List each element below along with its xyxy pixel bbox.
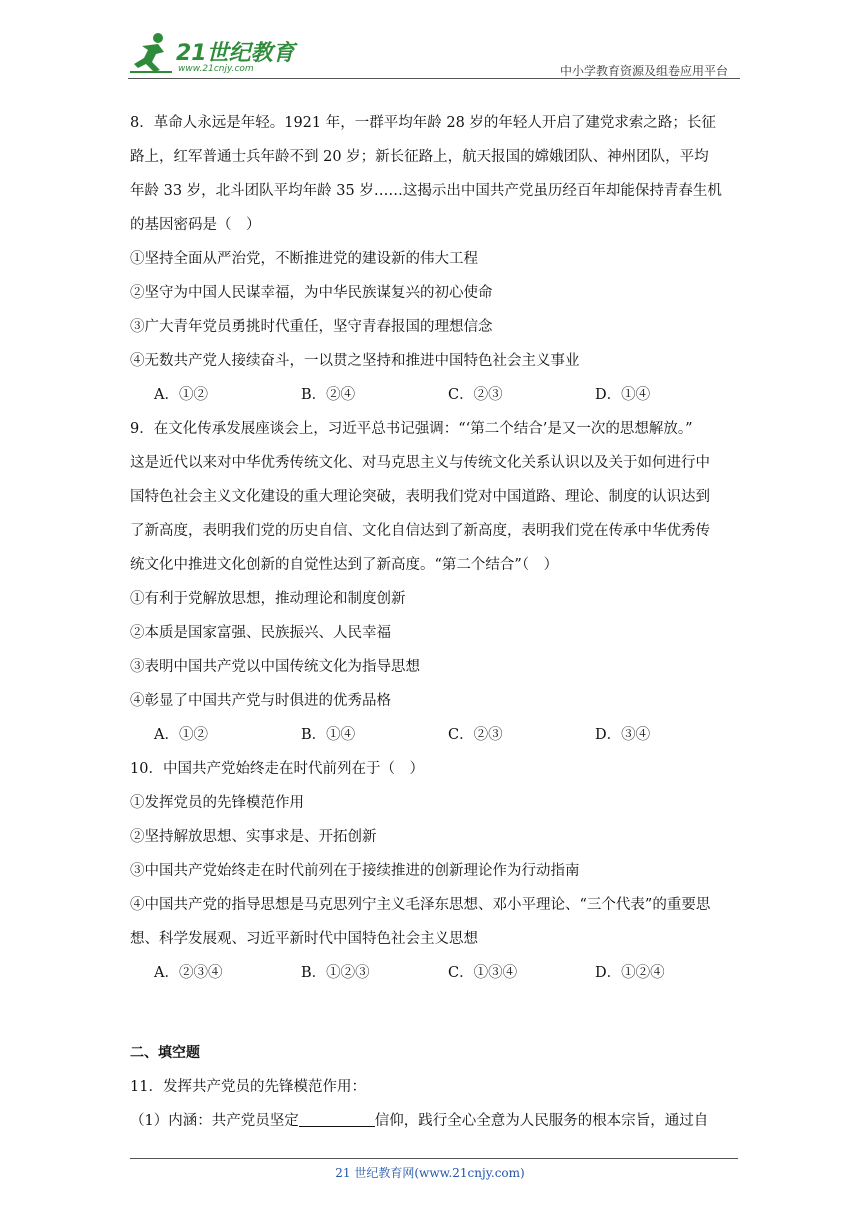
- option-b: B．①②③: [301, 965, 370, 981]
- question-stem-line: 了新高度，表明我们党的历史自信、文化自信达到了新高度，表明我们党在传承中华优秀传: [130, 523, 710, 539]
- logo: [128, 28, 298, 78]
- option-d: D．①②④: [595, 965, 665, 981]
- option-b: B．②④: [301, 387, 356, 403]
- statement-item: ①坚持全面从严治党，不断推进党的建设新的伟大工程: [130, 251, 478, 267]
- statement-item: ③中国共产党始终走在时代前列在于接续推进的创新理论作为行动指南: [130, 863, 580, 879]
- option-d: D．①④: [595, 387, 651, 403]
- header-divider: [128, 78, 740, 79]
- question-stem-line: 这是近代以来对中华优秀传统文化、对马克思主义与传统文化关系认识以及关于如何进行中: [130, 455, 710, 471]
- part-1-text-before: （1）内涵：共产党员坚定: [130, 1113, 299, 1129]
- statement-item: 想、科学发展观、习近平新时代中国特色社会主义思想: [130, 931, 478, 947]
- question-9: [130, 412, 742, 752]
- statement-item: ②本质是国家富强、民族振兴、人民幸福: [130, 625, 391, 641]
- statement-item: ①发挥党员的先锋模范作用: [130, 795, 304, 811]
- part-1-text-after: 信仰，践行全心全意为人民服务的根本宗旨，通过自: [374, 1113, 709, 1129]
- page-header: [128, 28, 740, 80]
- logo-text: 21世纪教育: [176, 41, 295, 66]
- option-b: B．①④: [301, 727, 356, 743]
- fill-in-blank[interactable]: [299, 1110, 375, 1127]
- question-stem-line: 统文化中推进文化创新的自觉性达到了新高度。“第二个结合”（ ）: [130, 557, 559, 573]
- question-stem-line: 8．革命人永远是年轻。1921 年，一群平均年龄 28 岁的年轻人开启了建党求索之路；长征: [130, 115, 716, 131]
- option-c: C．①③④: [448, 965, 518, 981]
- footer-text: 21 世纪教育网(www.21cnjy.com): [335, 1166, 525, 1180]
- question-stem-line: 年龄 33 岁，北斗团队平均年龄 35 岁……这揭示出中国共产党虽历经百年却能保持青春生机: [130, 183, 722, 199]
- header-platform-text: 中小学教育资源及组卷应用平台: [559, 64, 728, 78]
- document-body: [130, 106, 742, 1138]
- option-a: A．①②: [154, 387, 208, 403]
- footer-divider: [130, 1158, 738, 1159]
- question-stem-line: 9．在文化传承发展座谈会上，习近平总书记强调：“‘第二个结合’是又一次的思想解放。”: [130, 421, 693, 437]
- statement-item: ④彰显了中国共产党与时俱进的优秀品格: [130, 693, 391, 709]
- statement-item: ②坚守为中国人民谋幸福，为中华民族谋复兴的初心使命: [130, 285, 493, 301]
- question-11-part-1: [130, 1104, 742, 1138]
- statement-item: ④无数共产党人接续奋斗，一以贯之坚持和推进中国特色社会主义事业: [130, 353, 580, 369]
- option-d: D．③④: [595, 727, 651, 743]
- question-10: [130, 752, 742, 990]
- statement-item: ②坚持解放思想、实事求是、开拓创新: [130, 829, 377, 845]
- statement-item: ③广大青年党员勇挑时代重任，坚守青春报国的理想信念: [130, 319, 493, 335]
- answer-options: [130, 956, 742, 990]
- section-title: 二、填空题: [130, 1045, 200, 1061]
- question-stem-line: 10．中国共产党始终走在时代前列在于（ ）: [130, 761, 424, 777]
- question-stem-line: 的基因密码是（ ）: [130, 217, 261, 233]
- statement-item: ④中国共产党的指导思想是马克思列宁主义毛泽东思想、邓小平理论、“三个代表”的重要思: [130, 897, 711, 913]
- question-11-stem: 11．发挥共产党员的先锋模范作用：: [130, 1079, 366, 1095]
- statement-item: ①有利于党解放思想，推动理论和制度创新: [130, 591, 406, 607]
- answer-options: [130, 378, 742, 412]
- runner-logo-icon: [128, 32, 174, 74]
- logo-url: www.21cnjy.com: [178, 64, 254, 74]
- option-c: C．②③: [448, 387, 503, 403]
- option-a: A．①②: [154, 727, 208, 743]
- question-stem-line: 路上，红军普通士兵年龄不到 20 岁；新长征路上，航天报国的嫦娥团队、神州团队，平均: [130, 149, 709, 165]
- statement-item: ③表明中国共产党以中国传统文化为指导思想: [130, 659, 420, 675]
- option-a: A．②③④: [154, 965, 223, 981]
- answer-options: [130, 718, 742, 752]
- option-c: C．②③: [448, 727, 503, 743]
- question-8: [130, 106, 742, 412]
- question-stem-line: 国特色社会主义文化建设的重大理论突破，表明我们党对中国道路、理论、制度的认识达到: [130, 489, 710, 505]
